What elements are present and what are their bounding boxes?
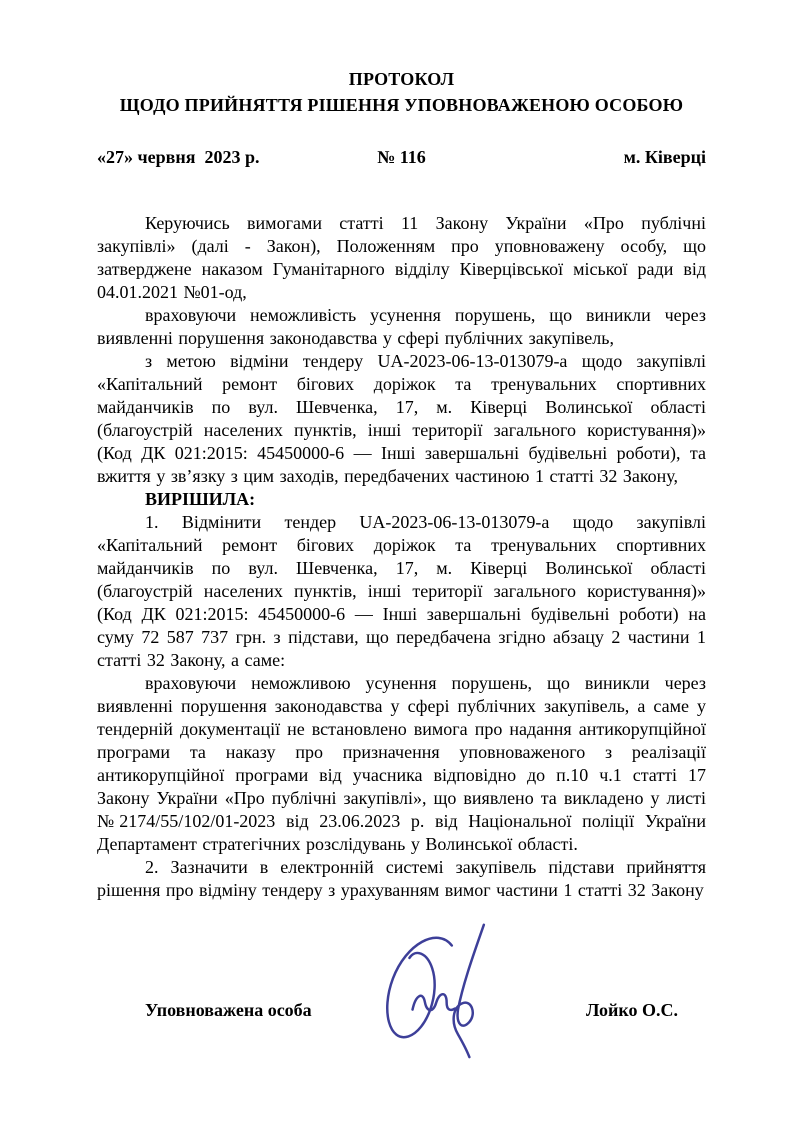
resolution-item: 2. Зазначити в електронній системі закупівель підстави прийняття рішення про відміну тендеру з урахуванням вимог частини 1 статті 32 Закону — [97, 857, 706, 900]
document-title-line1: ПРОТОКОЛ — [348, 69, 455, 89]
preamble-paragraph: Керуючись вимогами статті 11 Закону України «Про публічні закупівлі» (далі - Закон), Положенням про уповноважену особу, що затверджене наказом Гуманітарного відділу Ківерцівської міської ради від 04.01.2021 №01-од, — [97, 213, 706, 302]
document-meta-row — [97, 146, 706, 168]
document-number: № 116 — [377, 147, 426, 167]
document-city: м. Ківерці — [623, 147, 706, 167]
resolution-item: враховуючи неможливою усунення порушень, що виникли через виявленні порушення законодавства у сфері публічних закупівель, а саме у тендерній документації не встановлено вимога про надання антикорупційної програми та наказу про призначення уповноваженого з реалізації антикорупційної програми від учасника відповідно до п.10 ч.1 статті 17 Закону України «Про публічні закупівлі», що виявлено та викладено у листі №2174/55/102/01-2023 від 23.06.2023 р. від Національної поліції України Департамент стратегічних розслідувань у Волинської області. — [97, 673, 706, 854]
document-date: «27» червня 2023 р. — [97, 147, 260, 167]
resolution-item: 1. Відмінити тендер UA-2023-06-13-013079-а щодо закупівлі «Капітальний ремонт бігових доріжок та тренувальних спортивних майданчиків по вул. Шевченка, 17, м. Ківерці Волинської області (благоустрій населених пунктів, інші території загального користування)» (Код ДК 021:2015: 45450000-6 — Інші завершальні будівельні роботи) на суму 72 587 737 грн. з підстави, що передбачена згідно абзацу 2 частини 1 статті 32 Закону, а саме: — [97, 512, 706, 670]
document-body — [97, 212, 706, 902]
signature-block — [97, 960, 706, 1090]
preamble-paragraph: враховуючи неможливість усунення порушень, що виникли через виявленні порушення законодавства у сфері публічних закупівель, — [97, 305, 706, 348]
resolution-heading: ВИРІШИЛА: — [145, 489, 256, 509]
document-title-line2: ЩОДО ПРИЙНЯТТЯ РІШЕННЯ УПОВНОВАЖЕНОЮ ОСОБОЮ — [119, 95, 684, 115]
signature-role-label: Уповноважена особа — [145, 1000, 312, 1020]
signatory-name: Лойко О.С. — [586, 1000, 678, 1020]
preamble-paragraph: з метою відміни тендеру UA-2023-06-13-013079-а щодо закупівлі «Капітальний ремонт бігових доріжок та тренувальних спортивних майданчиків по вул. Шевченка, 17, м. Ківерці Волинської області (благоустрій населених пунктів, інші території загального користування)» (Код ДК 021:2015: 45450000-6 — Інші завершальні будівельні роботи), та вжиття у зв’язку з цим заходів, передбачених частиною 1 статті 32 Закону, — [97, 351, 706, 486]
handwritten-signature — [365, 912, 520, 1072]
